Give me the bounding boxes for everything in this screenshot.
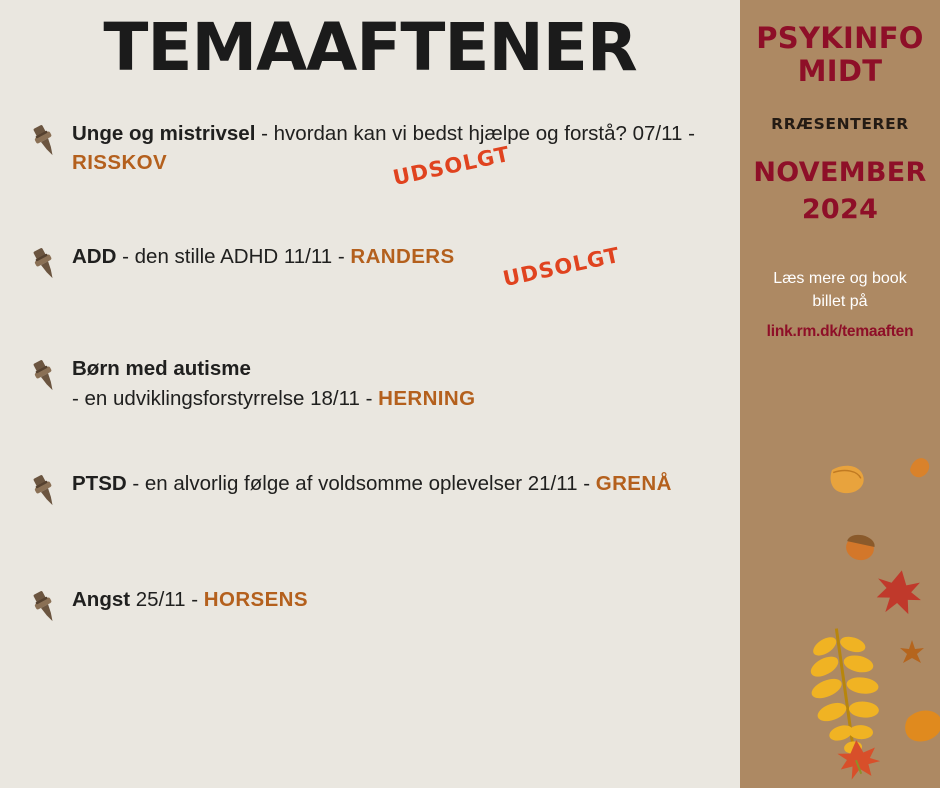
status-badge: UDSOLGT — [500, 242, 623, 292]
pushpin-icon — [26, 585, 72, 625]
month-label: NOVEMBER — [753, 156, 927, 188]
event-text — [72, 242, 623, 292]
year-label: 2024 — [801, 193, 879, 225]
event-text — [72, 585, 308, 615]
event-description: - en udviklingsforstyrrelse 18/11 - — [72, 386, 379, 410]
list-item — [26, 119, 740, 190]
list-item — [26, 354, 740, 413]
event-title: ADD — [72, 245, 117, 269]
event-city: GRENÅ — [595, 472, 672, 496]
booking-info — [740, 267, 940, 344]
list-item — [26, 469, 740, 525]
status-badge: UDSOLGT — [390, 141, 513, 190]
event-city: RANDERS — [350, 245, 455, 269]
event-city: HORSENS — [203, 588, 308, 612]
booking-link[interactable]: link.rm.dk/temaaften — [766, 323, 914, 341]
event-title: Unge og mistrivsel — [72, 121, 256, 145]
page-title: TEMAAFTENER — [103, 9, 637, 86]
event-description: - en alvorlig følge af voldsomme oplevelser 21/11 - — [126, 472, 596, 496]
event-description: - den stille ADHD 11/11 - — [116, 245, 351, 269]
event-city: HERNING — [378, 386, 476, 410]
booking-text-line2: billet på — [812, 292, 868, 310]
booking-text-line1: Læs mere og book — [773, 269, 907, 287]
presents-label: RRÆSENTERER — [771, 114, 909, 133]
list-item — [26, 242, 740, 298]
event-text — [72, 119, 712, 190]
brand-block — [740, 0, 940, 89]
event-title: Angst — [72, 588, 131, 612]
pushpin-icon — [26, 242, 72, 282]
brand-name-line2: MIDT — [797, 54, 883, 89]
event-city: RISSKOV — [72, 151, 168, 175]
event-title: Børn med autisme — [72, 357, 251, 381]
event-text — [72, 469, 672, 499]
event-text — [72, 354, 475, 413]
poster-sidebar — [740, 0, 940, 788]
event-title: PTSD — [72, 472, 127, 496]
brand-name-line1: PSYKINFO — [756, 21, 924, 55]
event-description: - hvordan kan vi bedst hjælpe og forstå? 07/11 - — [255, 121, 695, 145]
pushpin-icon — [26, 354, 72, 394]
event-list — [0, 119, 740, 642]
pushpin-icon — [26, 469, 72, 509]
list-item — [26, 585, 740, 641]
pushpin-icon — [26, 119, 72, 159]
event-description: 25/11 - — [130, 588, 204, 612]
